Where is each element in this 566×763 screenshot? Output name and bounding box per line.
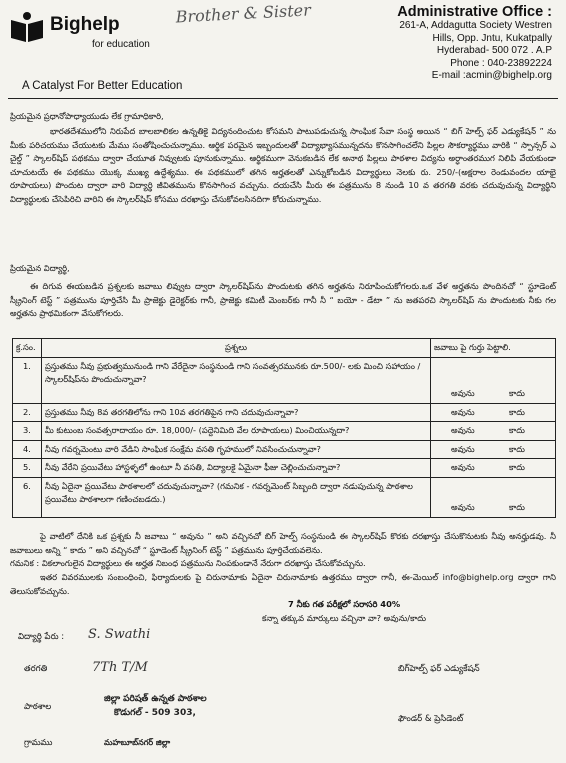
result-paragraph: పై వాటిలో దేనికి ఒక ప్రశ్నకు నీ జవాబు “ అవును ” అని వచ్చినచో బిగ్ హెల్ప్ సంస్థనుండి ఈ స్కాలర్‌షిప్ కొరకు దరఖాస్తు చేసుకొనుటకు నీవు అనర్హుడవు. నీ జవాబులు అన్ని “ కాదు ” అని వచ్చినచో “ స్టూడెంట్ స్క్రీనింగ్ టెస్ట్ ” పత్రమును పూర్తిచేయవలెను. (10, 531, 556, 555)
salutation-headmaster: ప్రియమైన ప్రధానోపాధ్యాయుడు లేక గ్రామాధికారి, (10, 111, 164, 121)
class-value[interactable]: 7Th T/M (92, 660, 148, 675)
header-questions: ప్రశ్నలు (42, 339, 431, 358)
office-email: E-mail :acmin@bighelp.org (431, 70, 552, 81)
office-line: 261-A, Addagutta Society Westren (399, 20, 552, 31)
header-answer: జవాబు పై గుర్తు పెట్టాలి. (431, 339, 556, 358)
header-serial: క్ర.సం. (13, 339, 42, 358)
office-address (397, 4, 552, 83)
row-number: 2. (13, 403, 42, 422)
row-question: నీవు ఏదైనా ప్రయివేటు పాఠశాలలో చదువుచున్నావా? (గమనిక - గవర్నమెంట్ సిబ్బంది ద్వారా నడుపుచున్న పాఠశాల ప్రయివేటు పాఠశాలగా గణించబడదు.) (42, 477, 431, 517)
student-name-label: విద్యార్థి పేరు : (18, 632, 65, 642)
village-stamp: మహబూబ్‌నగర్ జిల్లా (104, 738, 171, 747)
office-line: Hyderabad- 500 072 . A.P (436, 45, 552, 56)
office-line: Phone : 040-23892224 (450, 57, 552, 69)
table-header-row (13, 339, 556, 358)
brand-name: Bighelp (50, 14, 120, 35)
intro-paragraph: భారతదేశములోని నిరుపేద బాలబాలికల ఉన్నతికై విద్యనందించుట కోసమని పాటుపడుచున్న సాంఘిక సేవా సంస్థ అయిన “ బిగ్ హెల్ప్ ఫర్ ఎడ్యుకేషన్ ” ను మీకు పరిచయము చేయుటకు మేము సంతోషించుచున్నాము. ఆర్థిక పరమైన ఇబ్బందులతో విద్యాభ్యాసమున్నదను కొనసాగించలేని పిల్లల సౌకర్యార్థము వారికి “ స్పాన్సర్ ఎ చైల్డ్ ” స్కాలర్‌షిప్ పథకము ద్వారా చేయూత నివ్వుటకు పూనుకున్నాము. ఆర్థికముగా వెనుకబడిన లేక అనాథ పిల్లలు పాఠశాల విద్యను అర్ధాంతరముగ నిలిపి వేయకుండా చూచుటయే ఈ పథకము యొక్క ముఖ్య ఉద్దేశ్యము. ఈ పథకములో తగిన అర్హతలతో ఎన్నుకోబడిన విద్యార్థులు నెలకు రు. 250/-(అక్షరాల రెండువందల యాభై రూపాయలు) పొందుట ద్వారా వారి విద్యార్థి జీవితమును కొనసాగించ వచ్చును. దయచేసి మీరు ఈ పత్రమును 8 నుండి 10 వ తరగతి వరకు చదువుచున్న విద్యార్థిని విద్యార్థులకు చేసెపిరిచి వారిని ఈ స్కాలర్‌షిప్ కోసము దరఖాస్తు చేసుకోవలసినదిగా కోరుచున్నాము. (10, 126, 556, 204)
answer-cell (431, 477, 556, 517)
eligibility-table (12, 338, 556, 518)
answer-cell (431, 422, 556, 441)
answer-cell (431, 357, 556, 403)
tagline: A Catalyst For Better Education (22, 80, 183, 92)
salutation-student: ప్రియమైన విద్యార్థి, (10, 263, 70, 273)
row-question: మీ కుటుంబ సంవత్సరాదాయం రూ. 18,000/- (పద్దెనిమిది వేల రూపాయలు) మించియున్నదా? (42, 422, 431, 441)
answer-no[interactable]: కాదు (509, 502, 525, 512)
answer-cell (431, 440, 556, 459)
answer-no[interactable]: కాదు (509, 462, 525, 472)
founder-president: ఫౌండర్ & ప్రెసిడెంట్ (398, 714, 464, 724)
row-number: 3. (13, 422, 42, 441)
answer-yes[interactable]: అవును (451, 443, 475, 454)
row-question: ప్రస్తుతము నీవు ప్రభుత్వమునుండి గాని వేరేదైనా సంస్థనుండి గాని సంవత్సరమునకు రూ.500/- లకు మించి సహాయం / స్కాలర్‌షిప్‌ను పొందుచున్నావా? (42, 357, 431, 403)
row-number: 4. (13, 440, 42, 459)
instruction-paragraph: ఈ దిగువ ఈయబడిన ప్రశ్నలకు జవాబు లివ్వుట ద్వారా స్కాలర్‌షిప్‌ను పొందుటకు తగిన అర్హతను నిరూపించుకోగలరు.ఒక వేళ అర్హతను పొందినచో “ స్టూడెంట్ స్క్రీనింగ్ టెస్ట్ ” పత్రమును పూర్తిచేసి మీ ప్రాజెక్టు డైరెక్టర్‌కు గానీ, ప్రాజెక్టు కమిటీ మెంబర్‌కు గానీ నీ “ బయో - డేటా ” ను జతపరచి స్కాలర్‌షిప్ ను పొందుటకు నీకు గల అర్హతను ప్రాథమికంగా వేసుకోగలరు. (10, 281, 556, 318)
organisation-signature: బిగ్‌హెల్ప్ ఫర్ ఎడ్యుకేషన్ (398, 664, 480, 674)
answer-yes[interactable]: అవును (451, 425, 475, 435)
school-stamp-line1: జిల్లా పరిషత్ ఉన్నత పాఠశాల (104, 694, 207, 704)
answer-yes[interactable]: అవును (451, 406, 475, 417)
handwritten-note-top: Brother & Sister (175, 0, 312, 27)
handwritten-question-7-cont: కన్నా తక్కువ మార్కులు వచ్చినా వా? అవును/కాదు (262, 613, 426, 623)
table-row (13, 477, 556, 517)
office-line: Hills, Opp. Jntu, Kukatpally (432, 32, 552, 44)
table-row (13, 459, 556, 478)
answer-yes[interactable]: అవును (451, 388, 475, 398)
answer-cell (431, 403, 556, 422)
answer-yes[interactable]: అవును (451, 462, 475, 472)
row-number: 1. (13, 357, 42, 403)
row-question: నీవు గవర్నమెంటు వారి వేడిని సాంఘిక సంక్షేమ వసతి గృహములో నివసించుచున్నావా? (42, 440, 431, 459)
row-question: నీవు వేరేని ప్రయివేటు హాస్టళ్ళలో ఉంటూ నీ వసతి, విద్యాలకై ఏమైనా ఫీజు చెల్లించుచున్నావా? (42, 459, 431, 478)
header-divider (8, 98, 558, 99)
row-number: 6. (13, 477, 42, 517)
school-label: పాఠశాల (24, 702, 52, 712)
handwritten-question-7: 7 నీకు గత పరీక్షలో సరాసరి 40% (288, 599, 401, 609)
book-logo-icon (8, 10, 46, 44)
student-name-value[interactable]: S. Swathi (88, 627, 151, 642)
answer-yes[interactable]: అవును (451, 502, 475, 512)
class-label: తరగతి (24, 664, 48, 674)
answer-no[interactable]: కాదు (509, 406, 525, 417)
table-row (13, 357, 556, 403)
school-stamp-line2: కొడుగల్ - 509 303, (114, 708, 196, 718)
contact-paragraph: ఇతర వివరములకు సంబంధించి, ఫిర్యాదులకు పై చిరునామాకు ఏదైనా చిరునామాకు ఉత్తరము ద్వారా గానీ, ఈ-మెయిల్ info@bighelp.org ద్వారా గాని తెలుసుకోవచ్చును. (10, 572, 556, 596)
answer-no[interactable]: కాదు (509, 443, 525, 454)
table-row (13, 422, 556, 441)
brand-subtitle: for education (92, 39, 150, 50)
office-title: Administrative Office : (397, 4, 552, 20)
note-paragraph: గమనిక : వికలాంగులైన విద్యార్థులు ఈ అర్హత నిబంధ పత్రమును నింపకుండానే నేరుగా దరఖాస్తు చేసుకోవచ్చును. (10, 558, 366, 568)
answer-no[interactable]: కాదు (509, 388, 525, 398)
table-row (13, 440, 556, 459)
village-label: గ్రామము (24, 738, 53, 748)
row-number: 5. (13, 459, 42, 478)
row-question: ప్రస్తుతము నీవు 8వ తరగతిలోను గాని 10వ తరగతిపైన గాని చదువుచున్నావా? (42, 403, 431, 422)
answer-cell (431, 459, 556, 478)
answer-no[interactable]: కాదు (509, 425, 525, 435)
table-row (13, 403, 556, 422)
